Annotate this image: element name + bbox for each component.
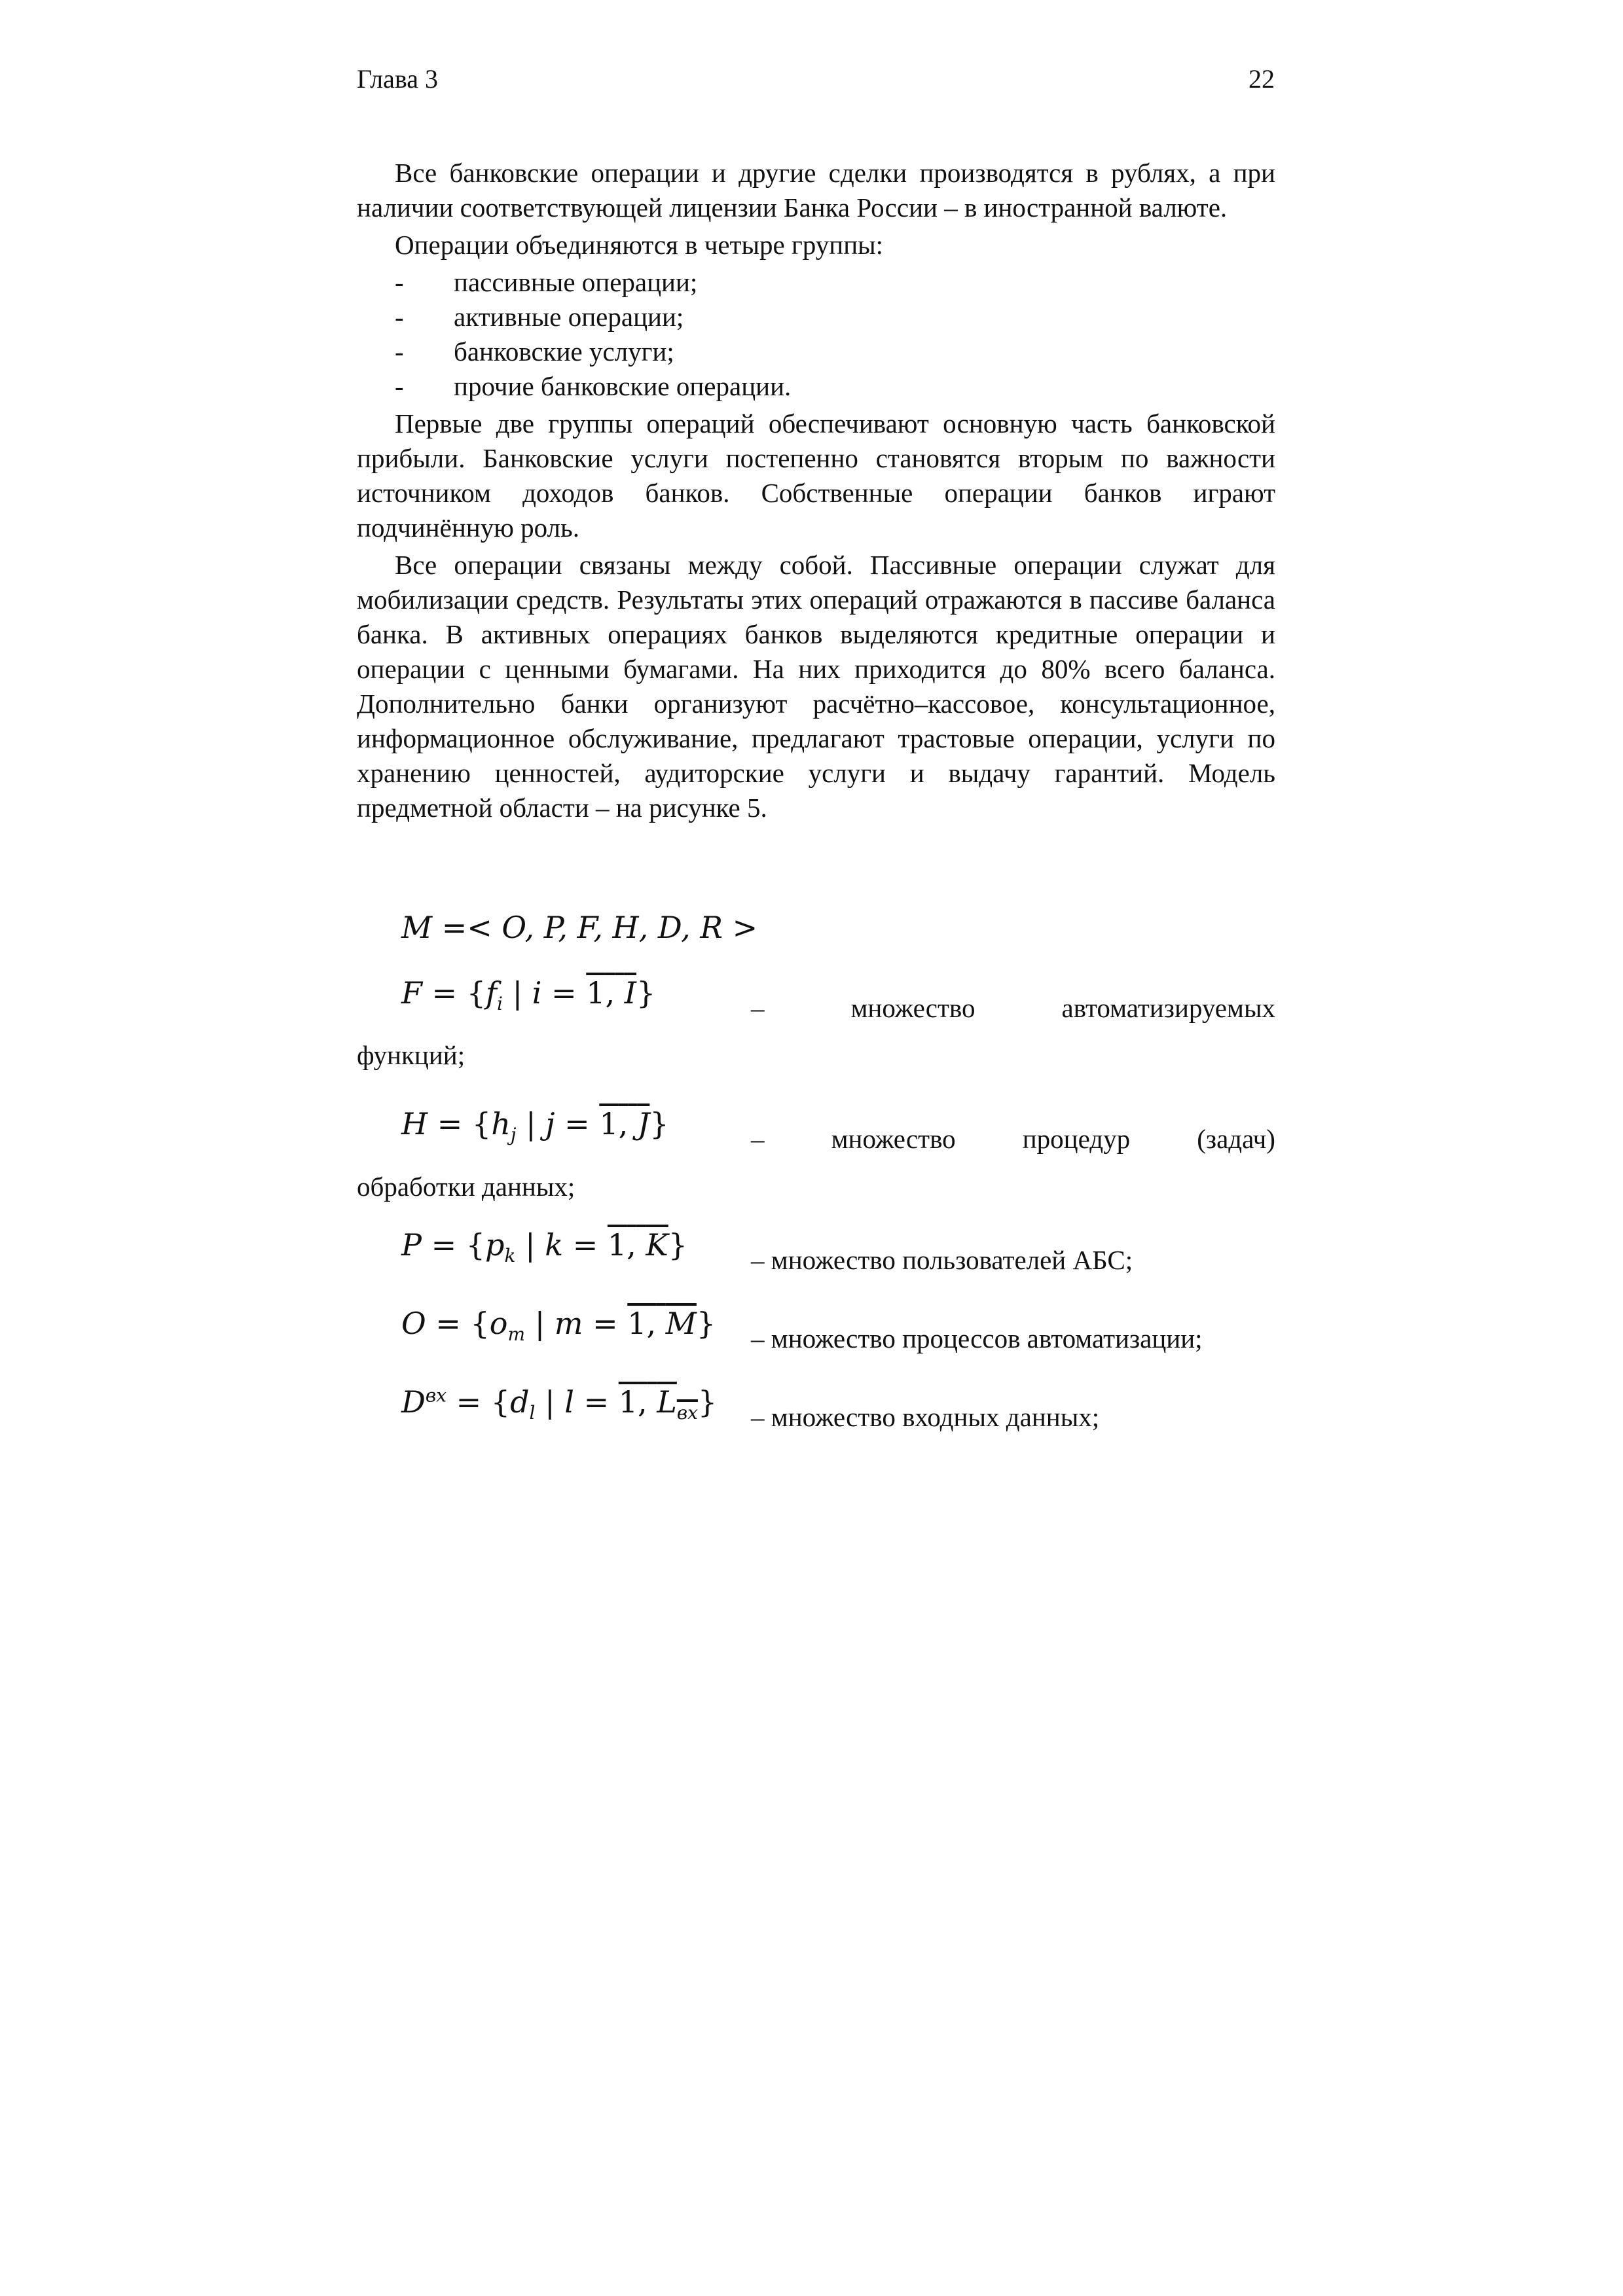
formula-model: [357, 910, 1275, 956]
list-item: - активные операции;: [357, 300, 1275, 334]
list-dash: -: [395, 302, 404, 332]
procedures-formula: $H = \{h_j$ | j = 1, J}: [401, 1106, 669, 1146]
list-item: - банковские услуги;: [357, 334, 1275, 369]
list-dash: -: [395, 336, 404, 367]
formula-procedures: [357, 1106, 1275, 1152]
functions-formula: $F = \{f_i$ | i = 1, I}: [401, 975, 656, 1015]
list-item: - прочие банковские операции.: [357, 369, 1275, 404]
list-dash: -: [395, 371, 404, 401]
paragraph-profit: Первые две группы операций обеспечивают основную часть банковской прибыли. Банковские услуги постепенно становятся вторым по важности источником доходов банков. Собственные операции банков играют подчинённую роль.: [357, 408, 1275, 543]
model-formula: M =< O, P, F, H, D, R >: [401, 910, 758, 945]
chapter-header: Глава 3: [357, 64, 438, 94]
processes-description: – множество процессов автоматизации;: [751, 1323, 1203, 1354]
paragraph-groups-intro: Операции объединяются в четыре группы:: [395, 230, 884, 260]
procedures-continuation: обработки данных;: [357, 1172, 575, 1202]
formula-input-data: [357, 1384, 1275, 1430]
formula-users: [357, 1227, 1275, 1273]
paragraph-operations-currency: Все банковские операции и другие сделки производятся в рублях, а при наличии соответствующей лицензии Банка России – в иностранной валюте.: [357, 158, 1275, 223]
input-data-formula: $D^{вх} = \{d_l$ | l = 1, $L_{вх}$}: [401, 1384, 718, 1424]
paragraph-relations: Все операции связаны между собой. Пассивные операции служат для мобилизации средств. Результаты этих операций отражаются в пассиве баланса банка. В активных операциях банков выделяются кредитные операции и операции с ценными бумагами. На них приходится до 80% всего баланса. Дополнительно банки организуют расчётно–кассовое, консультационное, информационное обслуживание, предлагают трастовые операции, услуги по хранению ценностей, аудиторские услуги и выдачу гарантий. Модель предметной области – на рисунке 5.: [357, 550, 1275, 823]
formula-functions: [357, 975, 1275, 1021]
processes-formula: $O = \{o_m$ | m = 1, M}: [401, 1306, 716, 1346]
operations-group-list: [357, 265, 1275, 404]
users-description: – множество пользователей АБС;: [751, 1245, 1133, 1275]
list-item: - пассивные операции;: [357, 265, 1275, 300]
input-data-description: – множество входных данных;: [751, 1402, 1100, 1432]
users-formula: $P = \{p_k$ | k = 1, K}: [401, 1227, 688, 1267]
functions-continuation: функций;: [357, 1040, 465, 1070]
functions-description: – множество автоматизируемых: [751, 993, 1275, 1023]
procedures-description: – множество процедур (задач): [751, 1124, 1275, 1154]
formula-processes: [357, 1306, 1275, 1352]
page-number: 22: [1249, 64, 1275, 94]
main-text: [357, 156, 1275, 828]
list-dash: -: [395, 267, 404, 297]
